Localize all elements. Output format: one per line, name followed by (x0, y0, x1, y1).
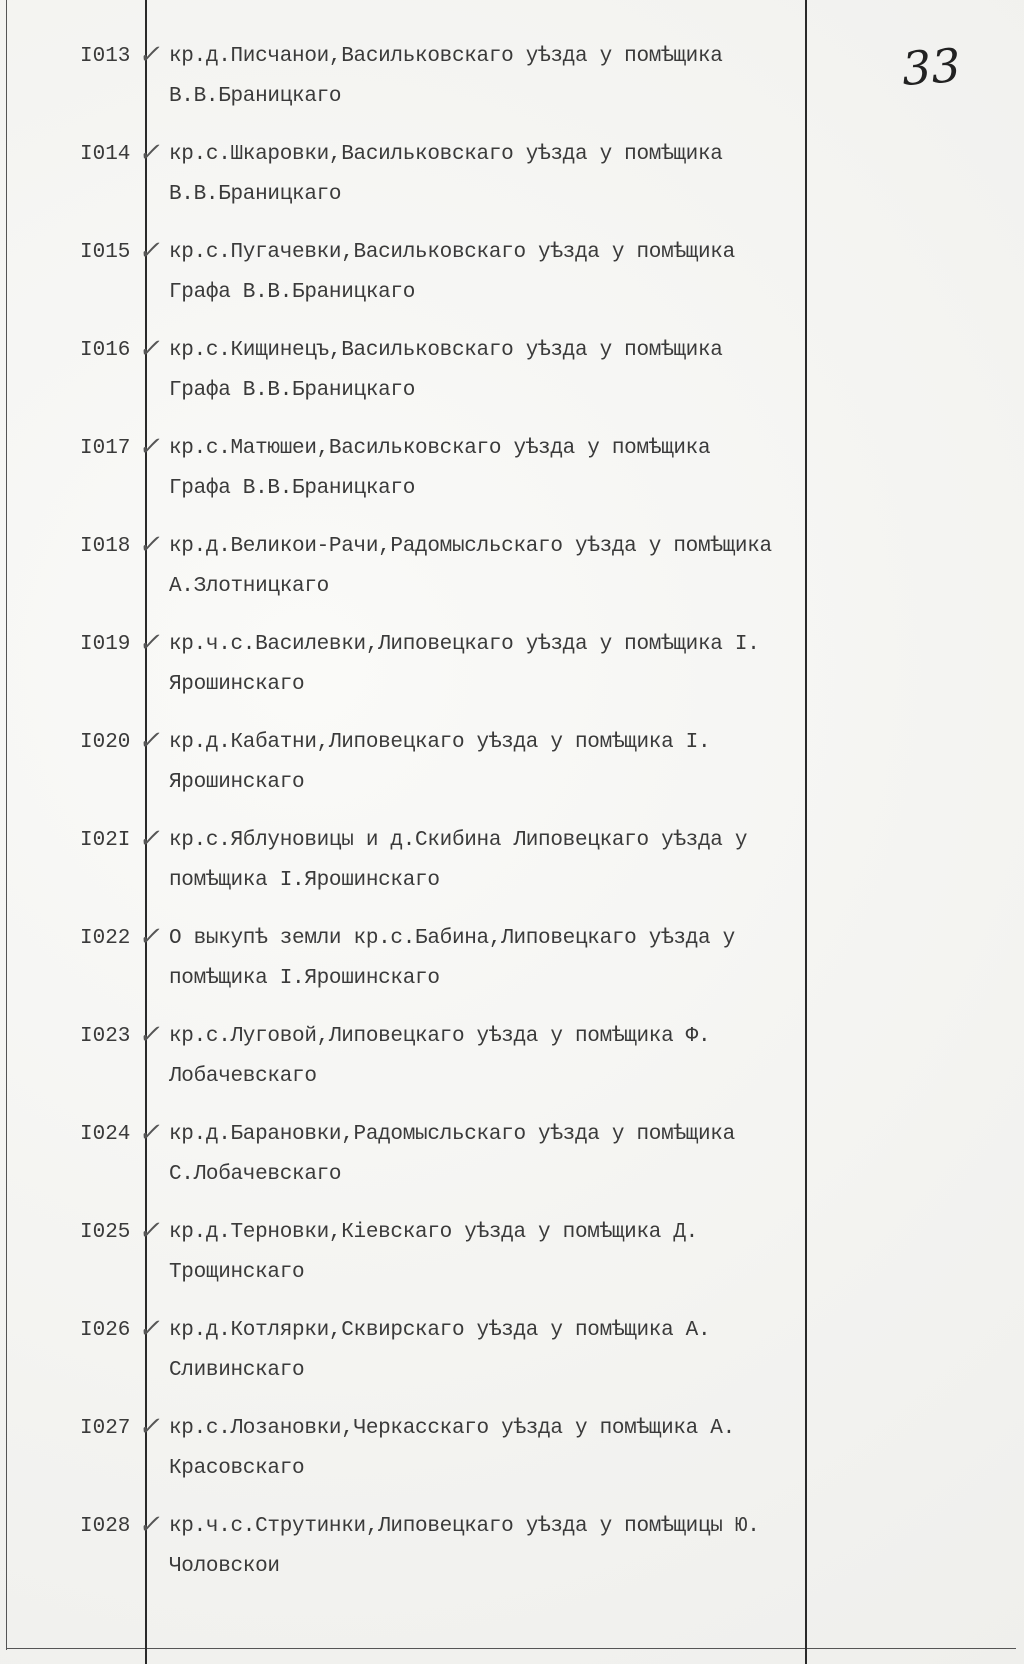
checkmark-icon: ✓ (138, 1412, 160, 1442)
list-item (0, 138, 1024, 232)
list-item (0, 824, 1024, 918)
entry-text-line1: кр.с.Кищинецъ,Васильковскаго уѣзда у помѣщика (169, 339, 723, 362)
entry-text-line2: Ярошинскаго (169, 673, 305, 696)
list-item (0, 628, 1024, 722)
entry-text-line1: кр.д.Котлярки,Сквирскаго уѣзда у помѣщика А. (169, 1319, 711, 1342)
entry-text-line2: помѣщика I.Ярошинскаго (169, 967, 440, 990)
entry-text-line1: кр.д.Терновки,Кіевскаго уѣзда у помѣщика Д. (169, 1221, 698, 1244)
entry-number: I026 (80, 1319, 131, 1342)
checkmark-icon: ✓ (138, 40, 160, 70)
entry-number: I025 (80, 1221, 131, 1244)
list-item (0, 1412, 1024, 1506)
list-item (0, 1216, 1024, 1310)
entry-text-line2: помѣщика I.Ярошинскаго (169, 869, 440, 892)
entry-number: I013 (80, 45, 131, 68)
entry-number: I022 (80, 927, 131, 950)
entry-text-line2: С.Лобачевскаго (169, 1163, 342, 1186)
entry-text-line2: Графа В.В.Браницкаго (169, 281, 416, 304)
entry-number: I015 (80, 241, 131, 264)
entry-text-line1: кр.ч.с.Василевки,Липовецкаго уѣзда у помѣщика I. (169, 633, 760, 656)
entry-number: I020 (80, 731, 131, 754)
entry-text-line1: кр.ч.с.Струтинки,Липовецкаго уѣзда у помѣщицы Ю. (169, 1515, 760, 1538)
entry-text-line2: Сливинскаго (169, 1359, 305, 1382)
entry-text-line2: А.Злотницкаго (169, 575, 329, 598)
list-item (0, 334, 1024, 428)
entry-text-line2: Ярошинскаго (169, 771, 305, 794)
entry-text-line2: В.В.Браницкаго (169, 183, 342, 206)
list-item (0, 40, 1024, 134)
list-item (0, 1118, 1024, 1212)
checkmark-icon: ✓ (138, 1118, 160, 1148)
checkmark-icon: ✓ (138, 726, 160, 756)
entry-text-line2: Трощинскаго (169, 1261, 305, 1284)
entry-text-line1: кр.д.Писчанои,Васильковскаго уѣзда у помѣщика (169, 45, 723, 68)
handwritten-page-number: 33 (900, 38, 963, 96)
entry-text-line1: кр.с.Луговой,Липовецкаго уѣзда у помѣщика Ф. (169, 1025, 711, 1048)
checkmark-icon: ✓ (138, 1020, 160, 1050)
list-item (0, 1314, 1024, 1408)
entry-number: I016 (80, 339, 131, 362)
checkmark-icon: ✓ (138, 236, 160, 266)
entry-number: I028 (80, 1515, 131, 1538)
entry-text-line2: Графа В.В.Браницкаго (169, 379, 416, 402)
entry-text-line1: кр.д.Кабатни,Липовецкаго уѣзда у помѣщика I. (169, 731, 711, 754)
list-item (0, 922, 1024, 1016)
entry-number: I027 (80, 1417, 131, 1440)
checkmark-icon: ✓ (138, 628, 160, 658)
entry-text-line2: Графа В.В.Браницкаго (169, 477, 416, 500)
checkmark-icon: ✓ (138, 432, 160, 462)
entry-text-line2: Лобачевскаго (169, 1065, 317, 1088)
entry-text-line1: кр.с.Матюшеи,Васильковскаго уѣзда у помѣщика (169, 437, 711, 460)
checkmark-icon: ✓ (138, 922, 160, 952)
entry-number: I024 (80, 1123, 131, 1146)
entry-text-line1: кр.с.Яблуновицы и д.Скибина Липовецкаго уѣзда у (169, 829, 748, 852)
checkmark-icon: ✓ (138, 1216, 160, 1246)
checkmark-icon: ✓ (138, 530, 160, 560)
list-item (0, 432, 1024, 526)
entry-number: I018 (80, 535, 131, 558)
entry-text-line1: кр.с.Шкаровки,Васильковскаго уѣзда у помѣщика (169, 143, 723, 166)
entry-text-line2: Красовскаго (169, 1457, 305, 1480)
entry-text-line1: О выкупѣ земли кр.с.Бабина,Липовецкаго уѣзда у (169, 927, 735, 950)
checkmark-icon: ✓ (138, 138, 160, 168)
entry-number: I017 (80, 437, 131, 460)
entry-number: I014 (80, 143, 131, 166)
list-item (0, 1020, 1024, 1114)
page-edge-bottom (6, 1648, 1016, 1649)
entry-text-line1: кр.д.Барановки,Радомысльскаго уѣзда у помѣщика (169, 1123, 735, 1146)
entry-number: I019 (80, 633, 131, 656)
list-item (0, 726, 1024, 820)
entry-number: I02I (80, 829, 131, 852)
entry-text-line1: кр.с.Пугачевки,Васильковскаго уѣзда у помѣщика (169, 241, 735, 264)
list-item (0, 530, 1024, 624)
checkmark-icon: ✓ (138, 334, 160, 364)
list-item (0, 1510, 1024, 1604)
checkmark-icon: ✓ (138, 1314, 160, 1344)
entry-number: I023 (80, 1025, 131, 1048)
checkmark-icon: ✓ (138, 824, 160, 854)
entry-text-line1: кр.д.Великои-Рачи,Радомысльскаго уѣзда у помѣщика (169, 535, 772, 558)
checkmark-icon: ✓ (138, 1510, 160, 1540)
entry-text-line2: Чоловскои (169, 1555, 280, 1578)
entry-text-line2: В.В.Браницкаго (169, 85, 342, 108)
entry-text-line1: кр.с.Лозановки,Черкасскаго уѣзда у помѣщика А. (169, 1417, 735, 1440)
list-item (0, 236, 1024, 330)
